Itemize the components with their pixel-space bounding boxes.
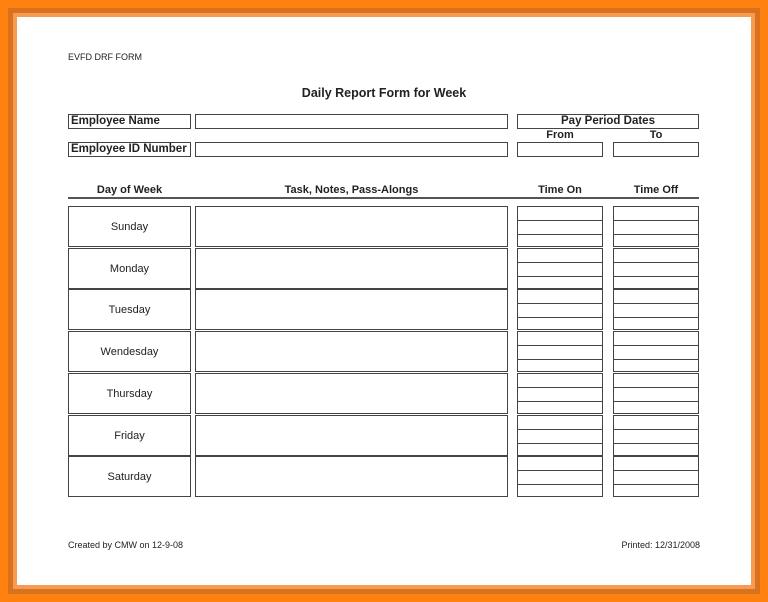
time-on-cell[interactable] xyxy=(517,415,603,456)
notes-field[interactable] xyxy=(195,331,508,372)
time-slot-divider xyxy=(518,484,602,485)
from-date-field[interactable] xyxy=(517,142,603,157)
time-off-cell[interactable] xyxy=(613,248,699,289)
time-slot-divider xyxy=(614,276,698,277)
employee-id-label: Employee ID Number xyxy=(68,142,191,157)
to-label: To xyxy=(649,129,663,141)
time-slot-divider xyxy=(518,317,602,318)
time-slot-divider xyxy=(518,387,602,388)
time-slot-divider xyxy=(614,303,698,304)
to-date-field[interactable] xyxy=(613,142,699,157)
time-slot-divider xyxy=(614,262,698,263)
time-slot-divider xyxy=(518,470,602,471)
header-notes: Task, Notes, Pass-Alongs xyxy=(284,184,419,196)
time-slot-divider xyxy=(518,303,602,304)
time-slot-divider xyxy=(614,401,698,402)
notes-field[interactable] xyxy=(195,373,508,414)
time-on-cell[interactable] xyxy=(517,373,603,414)
notes-field[interactable] xyxy=(195,289,508,330)
time-off-cell[interactable] xyxy=(613,415,699,456)
time-slot-divider xyxy=(518,220,602,221)
employee-name-label: Employee Name xyxy=(68,114,191,129)
time-slot-divider xyxy=(518,443,602,444)
time-on-cell[interactable] xyxy=(517,289,603,330)
time-slot-divider xyxy=(614,359,698,360)
printed-note: Printed: 12/31/2008 xyxy=(621,540,700,550)
time-on-cell[interactable] xyxy=(517,248,603,289)
day-cell: Monday xyxy=(68,248,191,289)
notes-field[interactable] xyxy=(195,415,508,456)
time-off-cell[interactable] xyxy=(613,289,699,330)
time-slot-divider xyxy=(614,317,698,318)
header-day-of-week: Day of Week xyxy=(96,184,163,196)
time-slot-divider xyxy=(614,345,698,346)
header-rule xyxy=(68,197,699,199)
notes-field[interactable] xyxy=(195,456,508,497)
time-slot-divider xyxy=(518,401,602,402)
day-cell: Saturday xyxy=(68,456,191,497)
time-slot-divider xyxy=(614,234,698,235)
header-time-on: Time On xyxy=(538,184,582,196)
time-on-cell[interactable] xyxy=(517,331,603,372)
time-slot-divider xyxy=(518,345,602,346)
day-cell: Wendesday xyxy=(68,331,191,372)
time-slot-divider xyxy=(614,387,698,388)
time-off-cell[interactable] xyxy=(613,373,699,414)
time-slot-divider xyxy=(614,220,698,221)
time-slot-divider xyxy=(614,470,698,471)
from-label: From xyxy=(546,129,574,141)
time-slot-divider xyxy=(518,262,602,263)
time-slot-divider xyxy=(614,443,698,444)
notes-field[interactable] xyxy=(195,206,508,247)
time-slot-divider xyxy=(518,359,602,360)
time-slot-divider xyxy=(518,234,602,235)
day-cell: Sunday xyxy=(68,206,191,247)
employee-name-field[interactable] xyxy=(195,114,508,129)
time-on-cell[interactable] xyxy=(517,456,603,497)
time-off-cell[interactable] xyxy=(613,206,699,247)
day-cell: Friday xyxy=(68,415,191,456)
form-title: Daily Report Form for Week xyxy=(301,86,467,100)
time-slot-divider xyxy=(518,429,602,430)
time-slot-divider xyxy=(518,276,602,277)
created-note: Created by CMW on 12-9-08 xyxy=(68,540,184,550)
pay-period-label: Pay Period Dates xyxy=(517,114,699,129)
time-off-cell[interactable] xyxy=(613,456,699,497)
day-cell: Thursday xyxy=(68,373,191,414)
notes-field[interactable] xyxy=(195,248,508,289)
day-cell: Tuesday xyxy=(68,289,191,330)
form-id: EVFD DRF FORM xyxy=(68,52,142,62)
employee-id-field[interactable] xyxy=(195,142,508,157)
time-off-cell[interactable] xyxy=(613,331,699,372)
time-on-cell[interactable] xyxy=(517,206,603,247)
header-time-off: Time Off xyxy=(633,184,679,196)
time-slot-divider xyxy=(614,484,698,485)
time-slot-divider xyxy=(614,429,698,430)
